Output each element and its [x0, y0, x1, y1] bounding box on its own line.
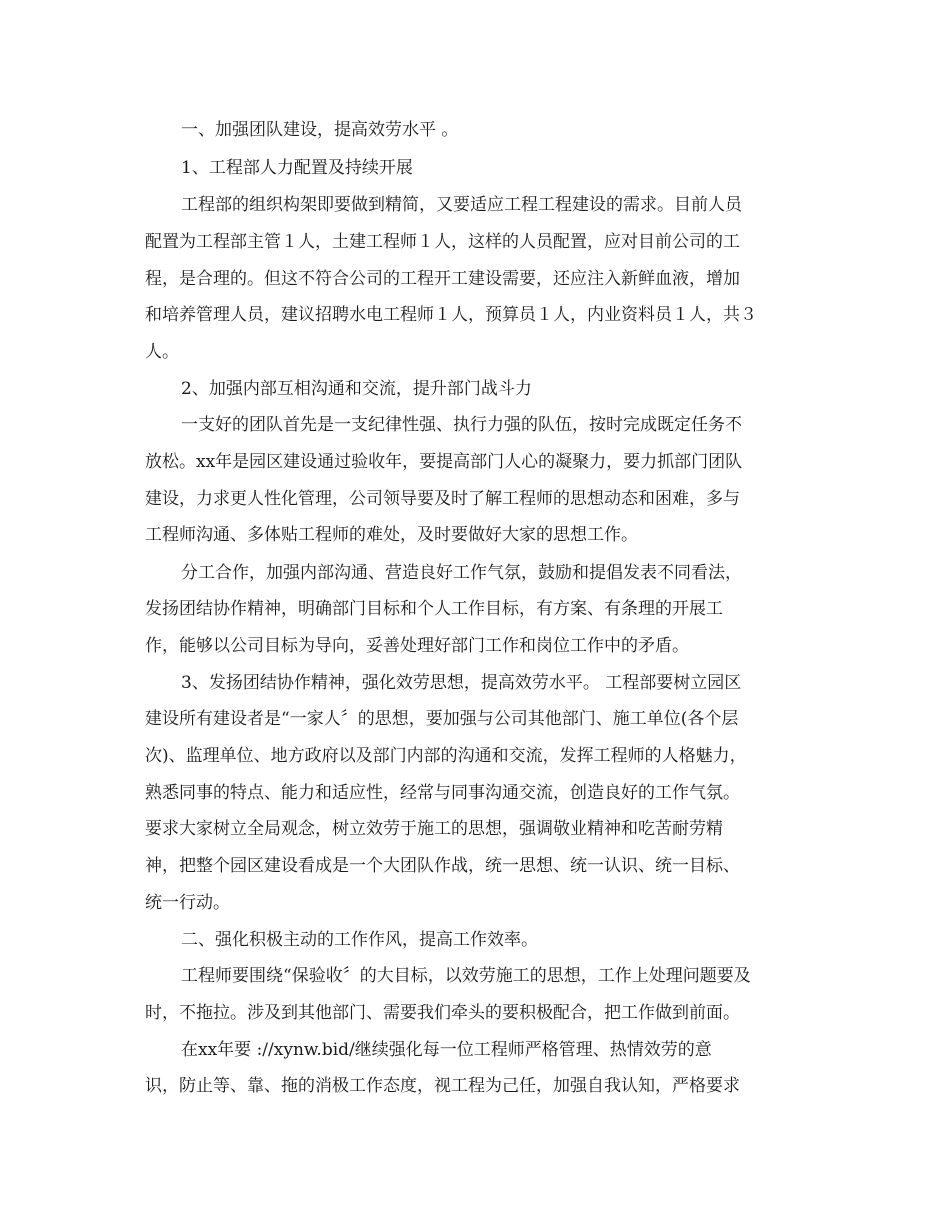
text-line: 人。 — [145, 342, 179, 362]
text-line: 要求大家树立全局观念，树立效劳于施工的思想，强调敬业精神和吃苦耐劳精 — [145, 819, 723, 839]
subsection-heading: 1、工程部人力配置及持续开展 — [181, 158, 413, 178]
text-line: 次)、监理单位、地方政府以及部门内部的沟通和交流，发挥工程师的人格魅力， — [145, 746, 747, 766]
text-line: 统一行动。 — [145, 893, 230, 913]
text-line: 建设，力求更人性化管理，公司领导要及时了解工程师的思想动态和困难，多与 — [145, 489, 740, 509]
text-line: 工程部的组织构架即要做到精简，又要适应工程工程建设的需求。目前人员 — [181, 195, 742, 215]
text-line: 作，能够以公司目标为导向，妥善处理好部门工作和岗位工作中的矛盾。 — [145, 636, 689, 656]
text-line: 建设所有建设者是“一家人〞的思想，要加强与公司其他部门、施工单位(各个层 — [145, 709, 739, 729]
subsection-heading: 2、加强内部互相沟通和交流，提升部门战斗力 — [181, 379, 532, 399]
text-line: 分工合作，加强内部沟通、营造良好工作气氛，鼓励和提倡发表不同看法， — [181, 563, 742, 583]
section-heading: 二、强化积极主动的工作作风，提高工作效率。 — [181, 930, 538, 950]
text-line: 发扬团结协作精神，明确部门目标和个人工作目标，有方案、有条理的开展工 — [145, 599, 723, 619]
text-line: 一支好的团队首先是一支纪律性强、执行力强的队伍，按时完成既定任务不 — [181, 415, 742, 435]
text-line: 时，不拖拉。涉及到其他部门、需要我们牵头的要积极配合，把工作做到前面。 — [145, 1003, 740, 1023]
text-line: 熟悉同事的特点、能力和适应性，经常与同事沟通交流，创造良好的工作气氛。 — [145, 783, 740, 803]
text-line: 在xx年要 ://xynw.bid/继续强化每一位工程师严格管理、热情效劳的意 — [181, 1040, 712, 1060]
section-heading: 一、加强团队建设，提高效劳水平 。 — [181, 120, 459, 140]
text-line: 识，防止等、靠、拖的消极工作态度，视工程为己任，加强自我认知，严格要求 — [145, 1076, 740, 1096]
text-line: 工程师要围绕“保验收〞的大目标，以效劳施工的思想，工作上处理问题要及 — [181, 966, 751, 986]
text-line: 工程师沟通、多体贴工程师的难处，及时要做好大家的思想工作。 — [145, 525, 638, 545]
text-line: 和培养管理人员，建议招聘水电工程师１人，预算员１人，内业资料员１人，共３ — [145, 305, 757, 325]
text-line: 神，把整个园区建设看成是一个大团队作战，统一思想、统一认识、统一目标、 — [145, 856, 740, 876]
text-line: 放松。xx年是园区建设通过验收年，要提高部门人心的凝聚力，要力抓部门团队 — [145, 452, 743, 472]
text-line: 程，是合理的。但这不符合公司的工程开工建设需要，还应注入新鲜血液，增加 — [145, 269, 740, 289]
subsection-heading: 3、发扬团结协作精神，强化效劳思想，提高效劳水平。 工程部要树立园区 — [181, 673, 742, 693]
text-line: 配置为工程部主管１人，土建工程师１人，这样的人员配置，应对目前公司的工 — [145, 232, 740, 252]
